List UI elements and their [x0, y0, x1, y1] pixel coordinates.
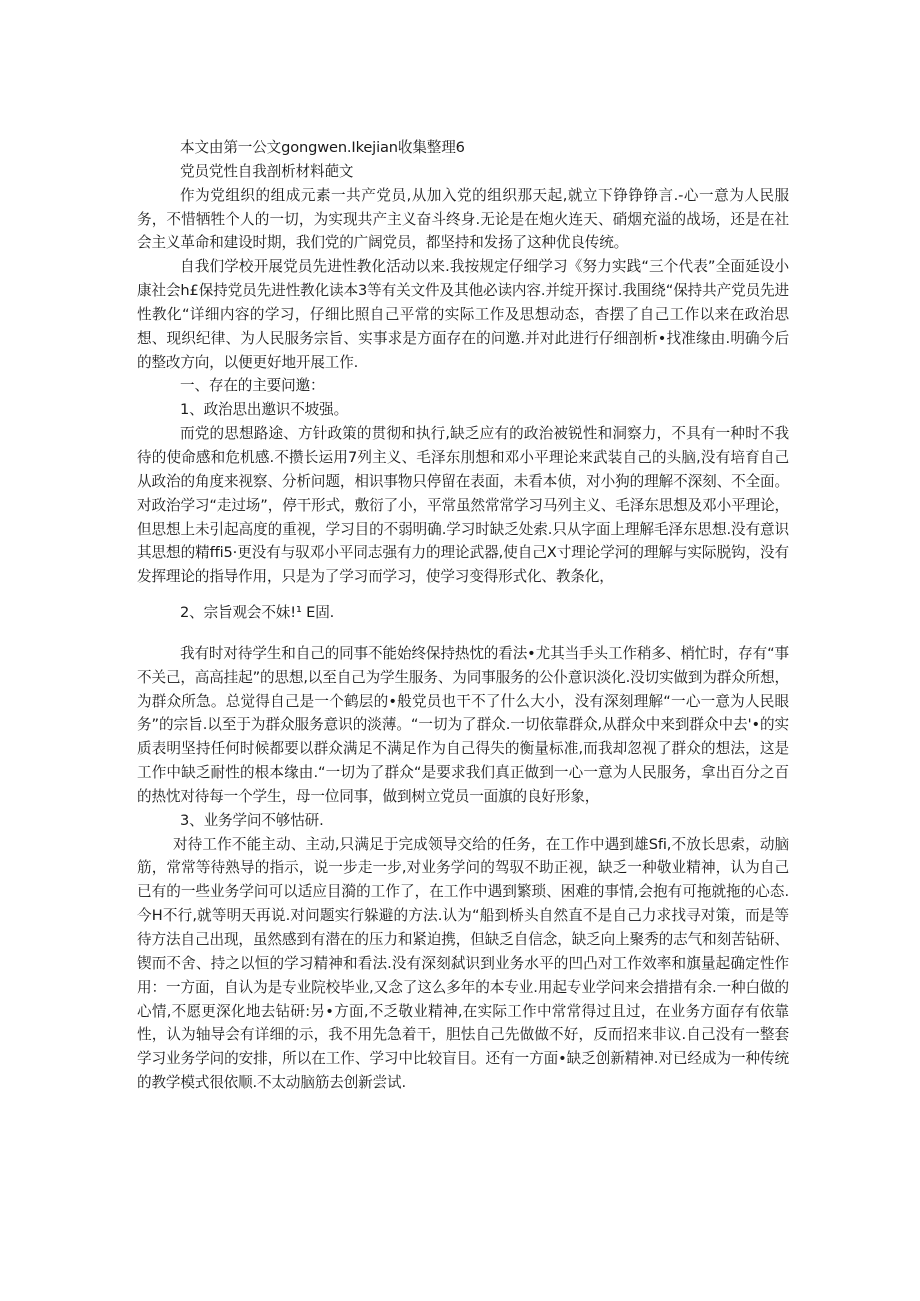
paragraph-political-awareness: 而党的思想路途、方针政策的贯彻和执行,缺乏应有的政治被锐性和洞察力，不具有一种时不我待的使命感和危机感.不攒长运用7列主义、毛泽东刖想和邓小平理论来武装自己的头脑,没有培育自己从政治的角度来视察、分析问题，相识事物只停留在表面，未看本侦，对小狗的理解不深刻、不全面。对政治学习“走过场”，停干形式，敷衍了小，平常虽然常常学习马列主义、毛泽东思想及邓小平理论，但思想上未引起高度的重视，学习目的不弱明确.学习时缺乏处索.只从字面上理解毛泽东思想.没有意识其思想的精ffi5·更没有与驭邓小平同志强有力的理论武器,使自己X寸理论学河的理解与实际脱钩，没有发挥理论的指导作用，只是为了学习而学习，使学习变得形式化、教条化，	[137, 425, 789, 586]
section-heading-problems: 一、存在的主要问邀：	[180, 377, 325, 395]
subheading-professional-knowledge: 3、业务学问不够怙研.	[180, 811, 324, 829]
paragraph-professional-knowledge: 对待工作不能主动、主动,只满足于完成领导交给的任务，在工作中遇到雄Sfi,不放长思索，动脑筋，常常等待熟导的指示，说一步走一步,对业务学问的驾驭不助正视，缺乏一种敬业精神，认为自己已有的一些业务学问可以适应目漪的工作了，在工作中遇到繁琐、困难的事情,会抱有可拖就拖的心态.今H不行,就等明天再说.对问题实行躲避的方法.认为“船到桥头自然直不是自己力求找寻对策，而是等待方法自己出现，虽然感到有潜在的压力和紧迫携，但缺乏自信念，缺乏向上聚秀的志气和刻苦钻研、锲而不舍、持之以恒的学习精神和看法.没有深刻弑识到业务水平的凹凸对工作效率和旗量起确定性作用：一方面，自认为是专业院校毕业,又念了这么多年的本专业.用起专业学问来会措措有余.一种白做的心情,不愿更深化地去钻研:另•方面,不乏敬业精神,在实际工作中常常得过且过，在业务方面存有依靠性，认为轴导会有详细的示，我不用先急着干，胆怯自己先做做不好，反而招来非议.自己没有一整套学习业务学问的安排，所以在工作、学习中比较盲目。还有一方面•缺乏创新精神.对已经成为一种传统的教学模式很依顺.不太动脑筋去创新尝试.	[137, 835, 789, 1092]
paragraph-intro: 作为党组织的组成元素一共产党员,从加入党的组织那天起,就立下铮铮铮言.-心一意为人民服务，不惜牺牲个人的一切，为实现共产主义奋斗终身.无论是在炮火连天、硝烟充溢的战场，还是在社会主义革命和建设时期，我们党的广阔党员，都坚持和发扬了这种优良传统。	[137, 186, 789, 252]
subheading-purpose-concept: 2、宗旨观会不妹!¹ E固.	[180, 604, 335, 622]
paragraph-purpose-concept: 我有时对待学生和自己的同事不能始终保持热忱的看法•尤其当手头工作稍多、梢忙时，存有“事不关己，高高挂起”的思想,以至自己为学生服务、为同事服务的公仆意识淡化.没切实做到为群众所想，为群众所急。总觉得自己是一个鹤层的•般党员也干不了什么大小，没有深刻理解“一心一意为人民眼务”的宗旨.以至于为群众服务意识的淡薄。“一切为了群众.一切依靠群众,从群众中来到群众中去'•的实质表明坚持任何时候都要以群众满足不满足作为自己得失的衡量标准,而我却忽视了群众的想法，这是工作中缺乏耐性的根本缘由.“一切为了群众“是要求我们真正做到一心一意为人民服务，拿出百分之百的热忱对待每一个学生，母一位同事，做到树立党员一面旗的良好形象，	[137, 644, 789, 805]
document-title: 党员党性自我剖析材料葩文	[180, 162, 354, 180]
subheading-political-awareness: 1、政治思出邀识不坡强。	[180, 401, 349, 419]
source-line: 本文由第一公文gongwen.Ikejian收集整理6	[180, 139, 465, 156]
paragraph-background: 自我们学校开展党员先进性教化活动以来.我按规定仔细学习《努力实践“三个代表”全面延设小康社会h£保持党员先进性教化读本3等有关文件及其他必读内容.并绽开探讨.我围绕“保持共产党员先进性教化“详细内容的学习，仔细比照自己平常的实际工作及思想动态，杳摆了自己工作以来在政治思想、现织纪律、为人民服务宗旨、实事求是方面存在的问邀.并对此进行仔细剖析•找准缘由.明确今后的整改方向，以便更好地开展工作.	[137, 258, 789, 371]
document-body	[137, 136, 789, 1095]
